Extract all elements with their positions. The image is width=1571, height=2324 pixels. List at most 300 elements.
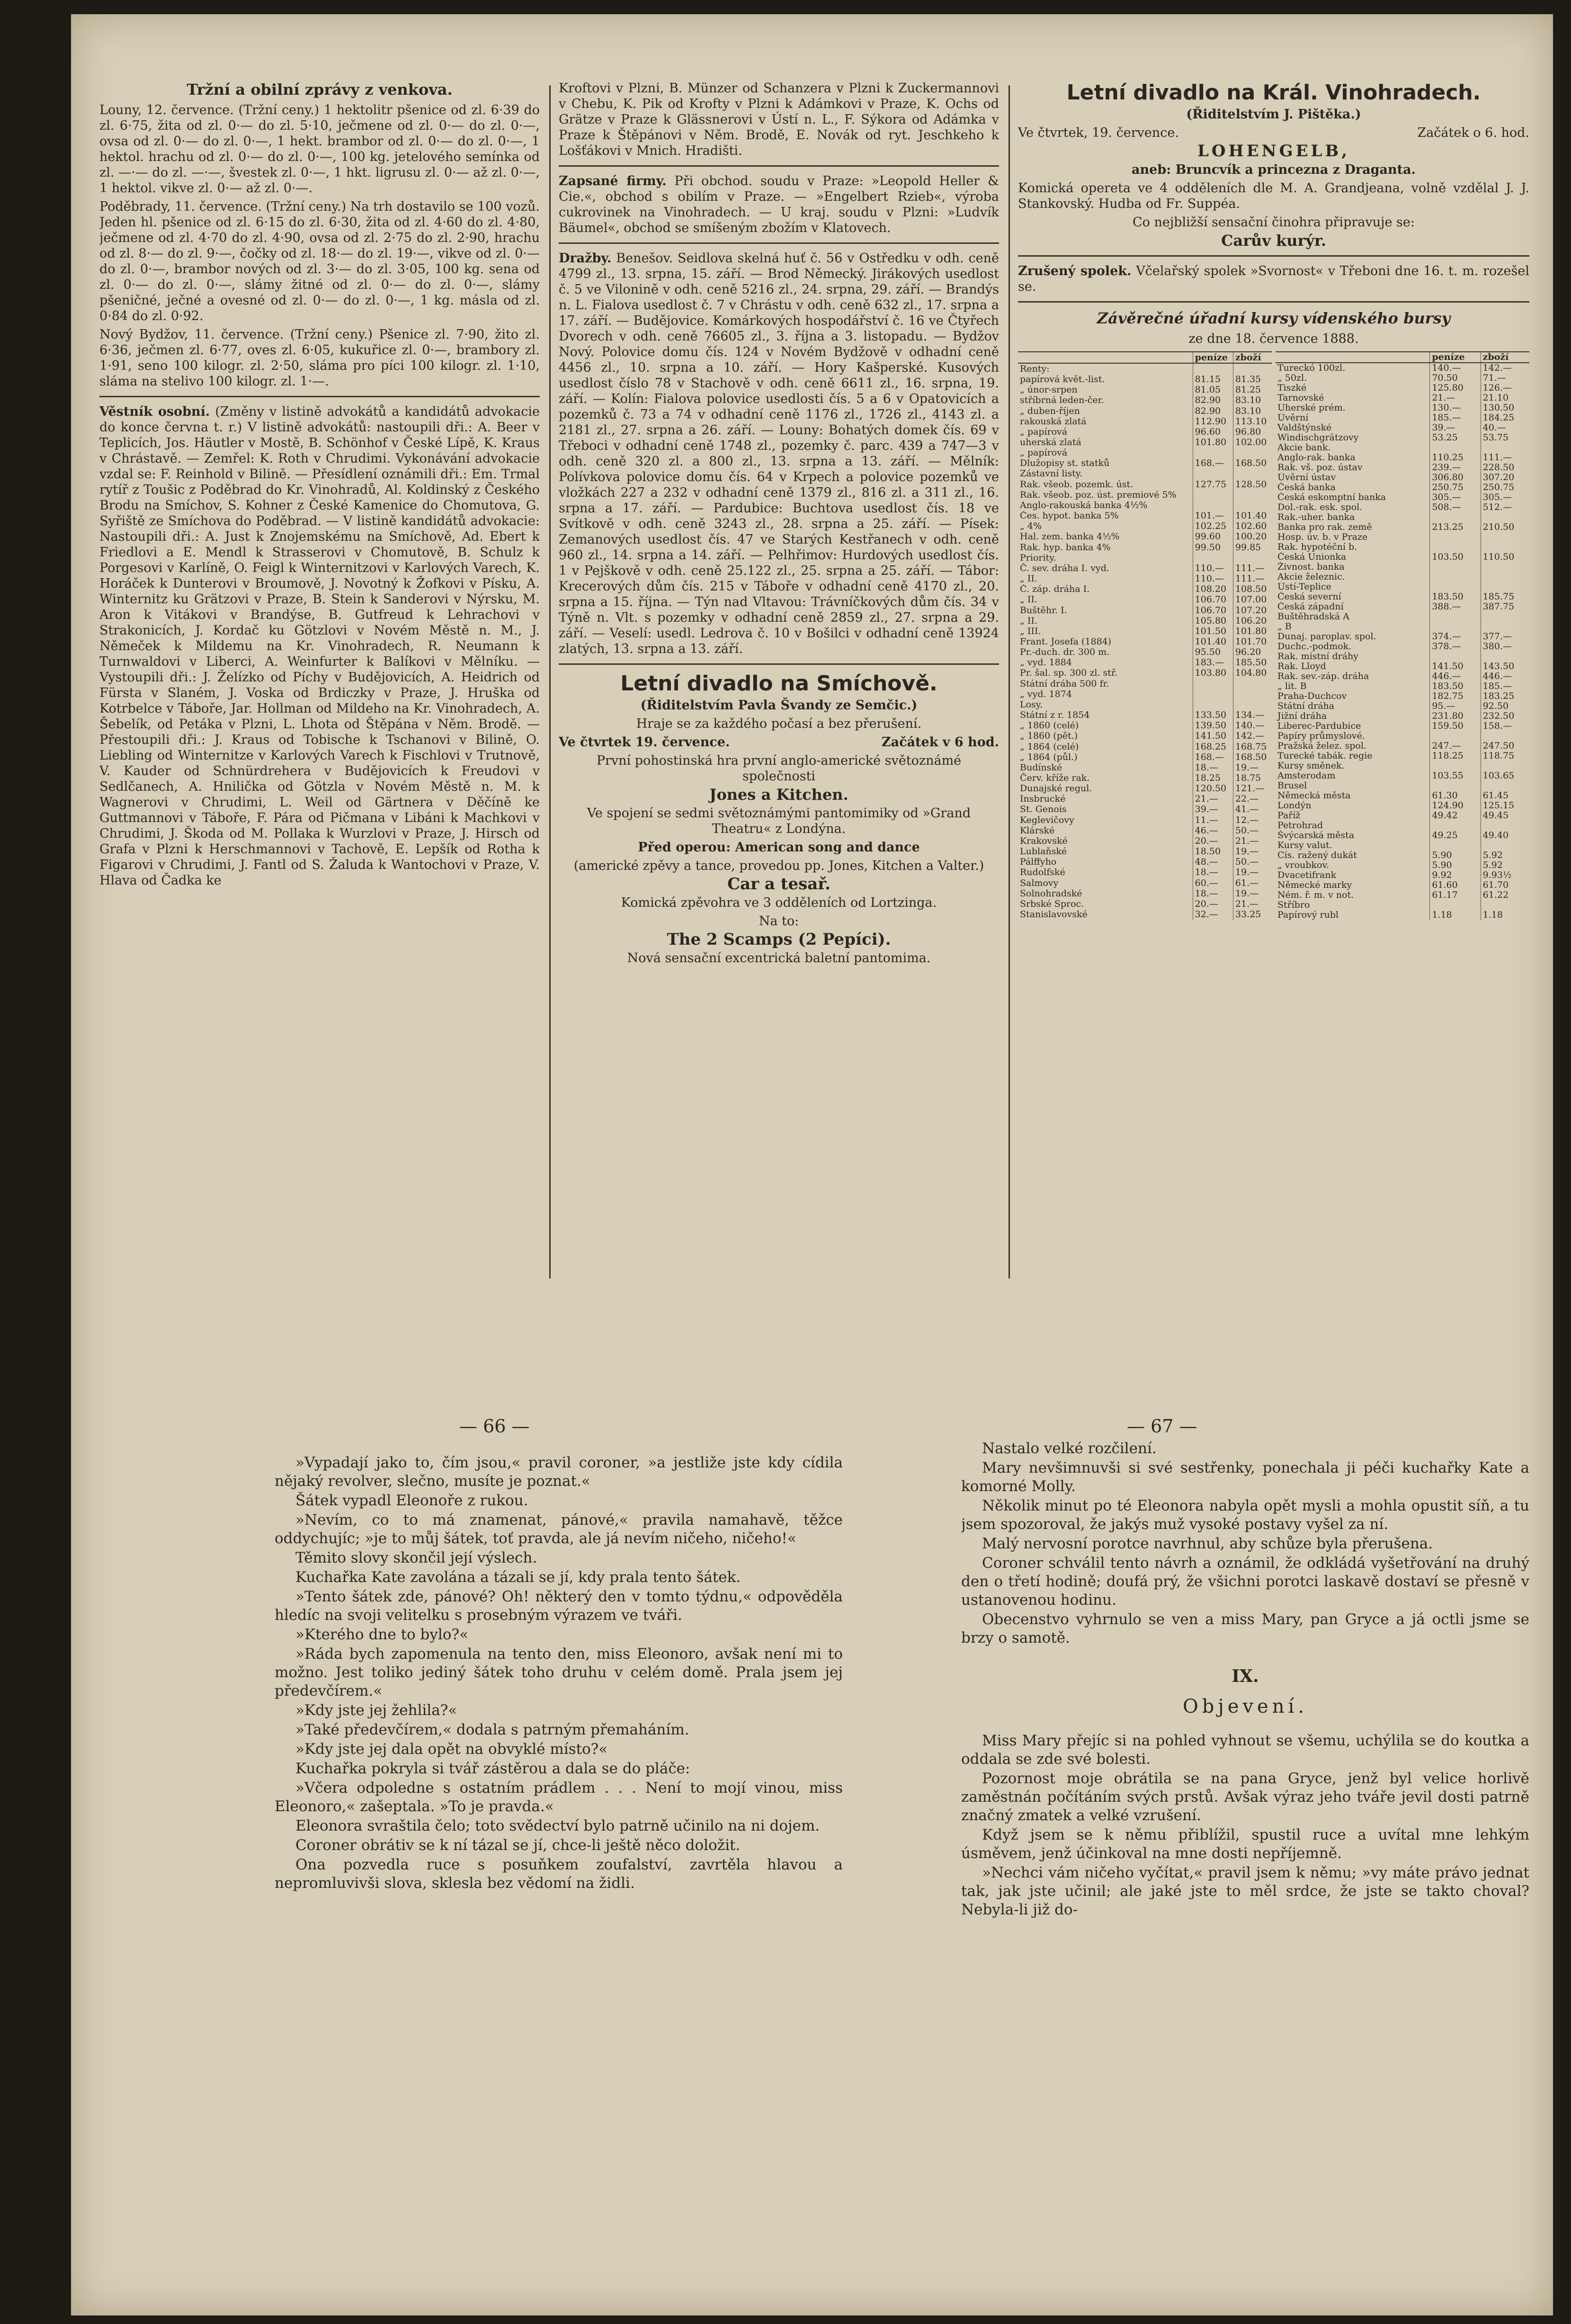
goods-price	[1233, 689, 1272, 699]
money-price: 103.50	[1430, 552, 1481, 562]
money-price: 5.90	[1430, 860, 1481, 870]
table-row	[1276, 910, 1529, 920]
goods-price: 50.—	[1233, 857, 1272, 867]
table-row	[1018, 500, 1272, 510]
goods-price: 81.25	[1233, 385, 1272, 395]
security-name: „ vyd. 1884	[1020, 657, 1072, 668]
money-price: 95.50	[1193, 647, 1233, 658]
money-price: 110.25	[1430, 453, 1481, 463]
table-row	[1018, 721, 1272, 731]
security-name: Cís. ražený dukát	[1277, 850, 1357, 860]
security-name: St. Genois	[1020, 804, 1067, 815]
security-name: „ 1860 (pět.)	[1020, 731, 1078, 742]
money-price: 231.80	[1430, 711, 1481, 721]
money-price: 139.50	[1193, 721, 1233, 731]
goods-price: 512.—	[1481, 502, 1529, 512]
table-row	[1018, 363, 1272, 374]
money-price: 305.—	[1430, 492, 1481, 502]
money-price: 388.—	[1430, 602, 1481, 612]
goods-price: 5.92	[1481, 860, 1529, 870]
story-paragraph: Coroner schválil tento návrh a oznámil, že odkládá vyšetřování na druhý den o třetí hodině; doufá prý, že všichni porotci laskavě dostaví se přesně v ustanovenou hodinu.	[961, 1555, 1529, 1609]
vinohrady-next: Co nejbližší sensační činohra připravuje se:	[1133, 215, 1415, 230]
money-price	[1193, 689, 1233, 699]
security-name: Česká banka	[1277, 483, 1336, 492]
security-name: Česká eskomptní banka	[1277, 492, 1386, 502]
money-price: 11.—	[1193, 815, 1233, 825]
security-name: Krakovské	[1020, 836, 1068, 846]
goods-price: 142.—	[1481, 363, 1529, 373]
security-name: Dlužopisy st. statků	[1020, 458, 1110, 469]
money-price: 101.40	[1193, 636, 1233, 647]
table-row	[1018, 532, 1272, 542]
security-name: Solnohradské	[1020, 888, 1082, 899]
table-row	[1276, 483, 1529, 492]
money-price	[1430, 821, 1481, 831]
security-name: Buštěhradská A	[1277, 612, 1349, 622]
security-name: Buštěhr. I.	[1020, 605, 1067, 616]
column-rule	[549, 85, 551, 1278]
security-name: Anglo-rak. banka	[1277, 453, 1356, 463]
goods-price	[1481, 562, 1529, 572]
bourse-date: ze dne 18. července 1888.	[1188, 331, 1359, 346]
story-paragraph: »Ráda bych zapomenula na tento den, miss Eleonoro, avšak není mi to možno. Jest toliko jediný šátek toho druhu v celém domě. Prala jsem jej předevčírem.«	[275, 1645, 843, 1699]
security-name: Pr.-duch. dr. 300 m.	[1020, 647, 1110, 658]
goods-price: 19.—	[1233, 888, 1272, 899]
table-row	[1276, 632, 1529, 642]
goods-price	[1481, 761, 1529, 771]
security-name: Stanislavovské	[1020, 909, 1088, 920]
money-price	[1430, 532, 1481, 542]
goods-price: 107.00	[1233, 595, 1272, 605]
table-row	[1018, 636, 1272, 647]
money-price: 81.05	[1193, 385, 1233, 395]
table-row	[1276, 731, 1529, 741]
col-header-goods: zboží	[1233, 352, 1272, 363]
security-name: Hosp. úv. b. v Praze	[1277, 532, 1368, 542]
money-price: 18.—	[1193, 867, 1233, 878]
security-name: „ 50zl.	[1277, 373, 1307, 383]
security-name: Paříž	[1277, 811, 1301, 821]
table-row	[1276, 492, 1529, 502]
goods-price	[1233, 469, 1272, 479]
security-name: Č. sev. dráha I. vyd.	[1020, 563, 1109, 573]
goods-price: 305.—	[1481, 492, 1529, 502]
goods-price	[1233, 448, 1272, 458]
bourse-table-right	[1276, 351, 1529, 920]
goods-price	[1481, 572, 1529, 582]
goods-price: 49.40	[1481, 831, 1529, 840]
goods-price: 121.—	[1233, 784, 1272, 794]
chapter-number: IX.	[1232, 1666, 1259, 1686]
table-row	[1018, 395, 1272, 406]
table-row	[1276, 612, 1529, 622]
security-name: rakouská zlatá	[1020, 416, 1087, 427]
money-price: 32.—	[1193, 909, 1233, 920]
page-number-right: — 67 —	[1127, 1416, 1197, 1437]
money-price: 118.25	[1430, 751, 1481, 761]
money-price	[1430, 542, 1481, 552]
vinohrady-theatre-heading: Letní divadlo na Král. Vinohradech.	[1066, 80, 1481, 105]
goods-price: 101.70	[1233, 636, 1272, 647]
goods-price	[1481, 532, 1529, 542]
table-row	[1276, 850, 1529, 860]
table-row	[1018, 668, 1272, 679]
money-price: 61.60	[1430, 880, 1481, 890]
story-paragraph: Kuchařka pokryla si tvář zástěrou a dala se do pláče:	[295, 1760, 690, 1777]
table-row	[1276, 821, 1529, 831]
table-row	[1018, 521, 1272, 532]
security-name: stříbrná leden-čer.	[1020, 395, 1104, 406]
money-price: 103.55	[1430, 771, 1481, 781]
money-price: 168.—	[1193, 752, 1233, 762]
table-row	[1276, 751, 1529, 761]
security-name: Tiszké	[1277, 383, 1307, 393]
table-row	[1276, 542, 1529, 552]
money-price	[1193, 553, 1233, 563]
security-name: „ papírová	[1020, 427, 1068, 437]
money-price	[1430, 761, 1481, 771]
security-name: Státní dráha 500 fr.	[1020, 679, 1109, 689]
table-row	[1276, 761, 1529, 771]
security-name: Rak. sev.-záp. dráha	[1277, 671, 1369, 681]
table-row	[1018, 469, 1272, 479]
table-row	[1018, 731, 1272, 742]
table-row	[1018, 888, 1272, 899]
security-name: Duchc.-podmok.	[1277, 642, 1352, 652]
story-paragraph: Kuchařka Kate zavolána a tázali se jí, kdy prala tento šátek.	[295, 1569, 741, 1586]
goods-price: 81.35	[1233, 374, 1272, 384]
smichov-line: (americké zpěvy a tance, provedou pp. Jones, Kitchen a Valter.)	[573, 858, 984, 873]
security-name: Čes. hypot. banka 5%	[1020, 510, 1119, 521]
table-row	[1018, 658, 1272, 668]
goods-price	[1481, 582, 1529, 592]
goods-price: 101.40	[1233, 511, 1272, 521]
security-name: Brusel	[1277, 781, 1307, 791]
money-price: 53.25	[1430, 433, 1481, 443]
goods-price: 12.—	[1233, 815, 1272, 825]
goods-price: 71.—	[1481, 373, 1529, 383]
table-row	[1276, 413, 1529, 423]
divider	[559, 242, 999, 244]
money-price: 39.—	[1193, 804, 1233, 815]
money-price	[1193, 679, 1233, 689]
vinohrady-start: Začátek o 6. hod.	[1417, 125, 1529, 140]
money-price: 140.—	[1430, 363, 1481, 373]
table-row	[1018, 773, 1272, 783]
table-row	[1276, 373, 1529, 383]
goods-price: 140.—	[1233, 721, 1272, 731]
money-price	[1430, 652, 1481, 661]
table-row	[1276, 363, 1529, 373]
goods-price	[1481, 542, 1529, 552]
money-price	[1193, 500, 1233, 510]
money-price: 108.20	[1193, 584, 1233, 595]
money-price: 96.60	[1193, 427, 1233, 437]
auctions-text: Benešov. Seidlova skelná huť č. 56 v Ostředku v odh. ceně 4799 zl., 13. srpna, 15. září. — Brod Německý. Jirákových usedlost č. 5 ve Vilonině v odh. ceně 5216 zl., 24. srpna, 29. září. — Brandýs n. L. Fialova usedlost č. 7 v Chrástu v odh. ceně 632 zl., 17. srpna a 17. září. — Budějovice. Komárkových hospodářství č. 16 ve Čtyřech Dvorech v odh. ceně 76605 zl., 3. října a 3. listopadu. — Bydžov Nový. Polovice domu čís. 124 v Novém Bydžově v odhadní ceně 4456 zl., 10. srpna a 10. září. — Hory Kašperské. Kusových usedlost číslo 78 v Stachově v odh. ceně 6611 zl., 16. srpna, 19. září. — Kolín: Fialova polovice usedlosti čís. 5 a 6 v Opatovicích a pozemků č. 73 a 74 v odhadní ceně 1176 zl., 1726 zl., 4143 zl. a 2181 zl., 27. srpna a 26. září. — Louny: Bohatých domek čís. 69 v Třeboci v odhadní ceně 1748 zl., pozemky č. parc. 439 a 747—3 v odh. ceně 320 zl. a 800 zl., 13. srpna a 13. září. — Mělník: Polívkova polovice domu čís. 64 v Krpech a polovice pozemků ve vložkách 227 a 232 v odhadní ceně 1379 zl., 816 zl. a 311 zl., 16. srpna a 17. září. — Pardubice: Buchtova usedlost čís. 18 ve Svítkově v odh. ceně 3243 zl., 28. srpna a 25. září. — Písek: Zemanových usedlost čís. 47 ve Starých Kestřanech v odh. ceně 960 zl., 14. srpna a 14. září. — Pelhřimov: Hurdových usedlost čís. 1 v Pejškově v odh. ceně 25.122 zl., 25. srpna a 25. září. — Tábor: Krecerových dům čís. 215 v Táboře v odhadní ceně 4170 zl., 20. srpna a 15. října. — Týn nad Vltavou: Trávníčkových dům čís. 34 v Týně n. Vlt. s pozemky v odhadní ceně 2859 zl., 27. srpna a 29. září. — Veselí: usedl. Ledrova č. 10 v Bošilci v odhadní ceně 13924 zlatých, 13. srpna a 13. září.	[559, 251, 999, 656]
table-row	[1276, 602, 1529, 612]
goods-price: 21.—	[1233, 899, 1272, 909]
bourse-heading: Závěrečné úřadní kursy vídenského bursy	[1097, 309, 1451, 327]
security-name: Rak. místní dráhy	[1277, 652, 1359, 661]
smichov-line: Na to:	[759, 914, 799, 929]
money-price: 18.50	[1193, 847, 1233, 857]
goods-price: 110.50	[1481, 552, 1529, 562]
table-row	[1276, 652, 1529, 661]
table-row	[1018, 815, 1272, 825]
goods-price: 210.50	[1481, 522, 1529, 532]
smichov-line: Ve spojení se sedmi světoznámými pantomimiky od »Grand Theatru« z Londýna.	[587, 806, 971, 836]
security-name: Renty:	[1020, 363, 1050, 374]
goods-price: 143.50	[1481, 661, 1529, 671]
story-right-part-1	[961, 1439, 1529, 1647]
goods-price: 100.20	[1233, 532, 1272, 542]
table-row	[1276, 512, 1529, 522]
money-price	[1430, 512, 1481, 522]
table-row	[1276, 691, 1529, 701]
story-paragraph: »Kterého dne to bylo?«	[295, 1626, 469, 1643]
security-name: „ 1864 (půl.)	[1020, 752, 1078, 762]
security-name: Pálffyho	[1020, 857, 1057, 867]
smichov-date: Ve čtvrtek 19. července.	[559, 735, 730, 750]
money-price: 110.—	[1193, 563, 1233, 573]
table-row	[1018, 909, 1272, 920]
money-price: 127.75	[1193, 479, 1233, 490]
security-name: Liberec-Pardubice	[1277, 721, 1361, 731]
market-paragraph: Poděbrady, 11. července. (Tržní ceny.) Na trh dostavilo se 100 vozů. Jeden hl. pšenice od zl. 6·15 do zl. 6·30, žita od zl. 4·60 do zl. 4·80, ječmene od zl. 4·70 do zl. 4·90, ovsa od zl. 2·75 do zl. 2·90, hrachu od zl. 8·— do zl. 9·—, čočky od zl. 18·— do zl. 19·—, vikve od zl. 0·— do zl. 0·—, brambor nových od zl. 3·— do zl. 3·05, 100 kg. sena od zl. 0·— do zl. 0·—, slámy žitné od zl. 0·— do zl. 0·—, slámy pšeničné, ječné a ovesné od zl. 0·— do zl. 0·—, 1 kg. másla od zl. 0·84 do zl. 0·92.	[99, 199, 540, 323]
money-price: 48.—	[1193, 857, 1233, 867]
table-row	[1018, 825, 1272, 836]
security-name: Petrohrad	[1277, 821, 1323, 831]
security-name: Rak. vš. poz. ústav	[1277, 463, 1363, 473]
goods-price: 111.—	[1233, 573, 1272, 584]
money-price: 183.—	[1193, 658, 1233, 668]
table-row	[1018, 626, 1272, 636]
table-row	[1276, 622, 1529, 632]
vinohrady-description: Komická opereta ve 4 odděleních dle M. A. Grandjeana, volně vzdělal J. J. Stankovský. Hudba od Fr. Suppéa.	[1018, 181, 1529, 211]
table-row	[1276, 572, 1529, 582]
goods-price: 99.85	[1233, 542, 1272, 553]
security-name: Německá města	[1277, 791, 1351, 801]
security-name: Ústí-Teplice	[1277, 582, 1331, 592]
money-price	[1193, 699, 1233, 710]
security-name: Rudolfské	[1020, 867, 1065, 878]
market-paragraph: Nový Bydžov, 11. července. (Tržní ceny.) Pšenice zl. 7·90, žito zl. 6·36, ječmen zl. 6·77, oves zl. 6·05, kukuřice zl. 0·—, brambory zl. 1·91, seno 100 kilogr. zl. 2·50, sláma pro píci 100 kilogr. zl. 1·10, sláma na stelivo 100 kilogr. zl. 1·—.	[99, 327, 540, 389]
column-rule	[1009, 85, 1010, 1278]
goods-price: 118.75	[1481, 751, 1529, 761]
smichov-line: Nová sensační excentrická baletní pantomima.	[627, 951, 931, 965]
smichov-opera: Car a tesař.	[727, 875, 830, 894]
market-paragraph: Louny, 12. července. (Tržní ceny.) 1 hektolitr pšenice od zl. 6·39 do zl. 6·75, žita od zl. 0·— do zl. 5·10, ječmene od zl. 0·— do zl. 0·—, ovsa od zl. 0·— do zl. 0·—, 1 hekt. brambor od zl. 0·— do zl. 0·—, 1 hektol. hrachu od zl. 0·— do zl. 0·—, 100 kg. jetelového semínka od zl. —·— do zl. —·—, švestek zl. 0·—, 1 hkt. ligrusu zl. 0·— až zl. 0·—, 1 hektol. vikve zl. 0·— až zl. 0·—.	[99, 103, 540, 196]
money-price: 306.80	[1430, 473, 1481, 483]
goods-price	[1481, 731, 1529, 741]
money-price: 9.92	[1430, 870, 1481, 880]
goods-price: 184.25	[1481, 413, 1529, 423]
money-price: 125.80	[1430, 383, 1481, 393]
money-price: 5.90	[1430, 850, 1481, 860]
table-row	[1276, 532, 1529, 542]
money-price	[1430, 582, 1481, 592]
money-price: 446.—	[1430, 671, 1481, 681]
col-header-goods: zboží	[1481, 352, 1529, 363]
security-name: Rak. všeob. pozemk. úst.	[1020, 479, 1134, 490]
goods-price: 232.50	[1481, 711, 1529, 721]
personal-heading: Věstník osobní.	[99, 404, 210, 419]
goods-price: 185.50	[1233, 658, 1272, 668]
story-left-column	[275, 1454, 843, 2297]
security-name: Turecké tabák. regie	[1277, 751, 1373, 761]
goods-price	[1233, 363, 1272, 374]
money-price: 61.17	[1430, 890, 1481, 900]
vinohrady-director: (Řiditelstvím J. Pištěka.)	[1186, 107, 1361, 122]
table-row	[1018, 385, 1272, 395]
goods-price: 101.80	[1233, 626, 1272, 636]
money-price: 18.—	[1193, 762, 1233, 773]
goods-price: 103.65	[1481, 771, 1529, 781]
story-right-part-2	[961, 1732, 1529, 1919]
auctions-news	[559, 250, 999, 657]
table-row	[1018, 553, 1272, 563]
money-price: 182.75	[1430, 691, 1481, 701]
money-price: 106.70	[1193, 595, 1233, 605]
smichov-troupe: Jones a Kitchen.	[709, 786, 848, 804]
club-heading: Zrušený spolek.	[1018, 264, 1132, 278]
divider	[99, 396, 540, 397]
column-3	[1018, 80, 1529, 1274]
goods-price: 128.50	[1233, 479, 1272, 490]
money-price: 20.—	[1193, 899, 1233, 909]
security-name: Dunaj. paroplav. spol.	[1277, 632, 1376, 642]
table-row	[1276, 522, 1529, 532]
security-name: Stříbro	[1277, 900, 1310, 910]
goods-price: 61.22	[1481, 890, 1529, 900]
col-header-money: peníze	[1193, 352, 1233, 363]
money-price: 168.25	[1193, 742, 1233, 752]
goods-price: 183.25	[1481, 691, 1529, 701]
vinohrady-title: LOHENGELB,	[1197, 142, 1350, 161]
security-name: Česká Unionka	[1277, 552, 1347, 562]
goods-price	[1233, 490, 1272, 500]
column-2	[559, 80, 999, 1274]
table-row	[1276, 383, 1529, 393]
table-row	[1276, 791, 1529, 801]
table-row	[1018, 406, 1272, 416]
goods-price: 96.80	[1233, 427, 1272, 437]
security-name: Ném. ř. m. v not.	[1277, 890, 1354, 900]
security-name: Losy.	[1020, 699, 1043, 710]
money-price: 70.50	[1430, 373, 1481, 383]
security-name: Salmovy	[1020, 877, 1059, 888]
security-name: Státní dráha	[1277, 701, 1335, 711]
security-name: Kursy valut.	[1277, 840, 1332, 850]
goods-price: 50.—	[1233, 825, 1272, 836]
table-row	[1276, 890, 1529, 900]
money-price: 110.—	[1193, 573, 1233, 584]
goods-price	[1233, 553, 1272, 563]
story-paragraph: Coroner obrátiv se k ní tázal se jí, chce-li ještě něco doložit.	[295, 1837, 741, 1854]
money-price	[1430, 562, 1481, 572]
goods-price: 377.—	[1481, 632, 1529, 642]
table-row	[1018, 490, 1272, 500]
goods-price: 92.50	[1481, 701, 1529, 711]
bourse-table-left	[1018, 351, 1272, 920]
goods-price: 53.75	[1481, 433, 1529, 443]
security-name: Zástavní listy.	[1020, 468, 1083, 479]
table-row	[1018, 563, 1272, 573]
goods-price: 5.92	[1481, 850, 1529, 860]
smichov-date-row	[559, 734, 999, 750]
security-name: Dvacetifrank	[1277, 870, 1337, 880]
table-row	[1018, 836, 1272, 846]
money-price: 112.90	[1193, 416, 1233, 427]
goods-price	[1481, 622, 1529, 632]
story-paragraph: »Nechci vám ničeho vyčítat,« pravil jsem k němu; »vy máte právo jednat tak, jak jste učinil; ale jaké jste to měl srdce, že jste se takto choval? Nebyla-li již do-	[961, 1864, 1529, 1918]
smichov-director: (Řiditelstvím Pavla Švandy ze Semčic.)	[640, 698, 918, 713]
firms-heading: Zapsané firmy.	[559, 174, 667, 188]
goods-price: 126.—	[1481, 383, 1529, 393]
goods-price: 41.—	[1233, 804, 1272, 815]
vinohrady-next-title: Carův kurýr.	[1221, 232, 1326, 250]
story-paragraph: Obecenstvo vyhrnulo se ven a miss Mary, pan Gryce a já octli jsme se brzy o samotě.	[961, 1611, 1529, 1646]
goods-price	[1481, 512, 1529, 522]
goods-price: 108.50	[1233, 584, 1272, 595]
money-price: 185.—	[1430, 413, 1481, 423]
goods-price: 83.10	[1233, 406, 1272, 416]
goods-price: 19.—	[1233, 762, 1272, 773]
security-name: Akcie bank.	[1277, 443, 1331, 453]
goods-price: 134.—	[1233, 710, 1272, 720]
table-row	[1018, 804, 1272, 815]
goods-price: 130.50	[1481, 403, 1529, 413]
money-price: 101.80	[1193, 437, 1233, 447]
money-price: 102.25	[1193, 521, 1233, 532]
security-name: Úvěrní ústav	[1277, 473, 1336, 483]
money-price	[1430, 731, 1481, 741]
security-name: „ II.	[1020, 594, 1037, 605]
smichov-line: První pohostinská hra první anglo-americké světoznámé společnosti	[596, 753, 962, 784]
security-name: Rak. hypotéční b.	[1277, 542, 1357, 552]
bourse-tables	[1018, 351, 1529, 920]
table-row	[1018, 847, 1272, 857]
money-price: 141.50	[1193, 731, 1233, 742]
goods-price: 307.20	[1481, 473, 1529, 483]
table-row	[1276, 393, 1529, 403]
money-price: 133.50	[1193, 710, 1233, 720]
story-paragraph: Miss Mary přejíc si na pohled vyhnout se všemu, uchýlila se do koutka a oddala se zde své bolesti.	[961, 1732, 1529, 1768]
money-price	[1193, 448, 1233, 458]
money-price: 183.50	[1430, 592, 1481, 602]
security-name: Tarnovské	[1277, 393, 1324, 403]
goods-price: 61.—	[1233, 878, 1272, 888]
goods-price: 61.70	[1481, 880, 1529, 890]
money-price	[1430, 622, 1481, 632]
goods-price: 1.18	[1481, 910, 1529, 920]
money-price: 20.—	[1193, 836, 1233, 846]
story-paragraph: »Tento šátek zde, pánové? Oh! některý den v tomto týdnu,« odpověděla hledíc na svoji velitelku s prosebným výrazem ve tváři.	[275, 1588, 843, 1624]
smichov-theatre-heading: Letní divadlo na Smíchově.	[620, 671, 937, 696]
goods-price	[1481, 840, 1529, 850]
table-row	[1018, 679, 1272, 689]
money-price: 106.70	[1193, 605, 1233, 616]
security-name: Lublaňské	[1020, 846, 1067, 857]
security-name: „ 4%	[1020, 521, 1042, 532]
story-paragraph: Ona pozvedla ruce s posuňkem zoufalství, zavrtěla hlavou a nepromluvivši slova, sklesla bez vědomí na židli.	[275, 1856, 843, 1892]
goods-price: 9.93½	[1481, 870, 1529, 880]
money-price: 378.—	[1430, 642, 1481, 652]
money-price: 60.—	[1193, 878, 1233, 888]
money-price: 61.30	[1430, 791, 1481, 801]
security-name: Insbrucké	[1020, 794, 1066, 804]
table-row	[1018, 595, 1272, 605]
